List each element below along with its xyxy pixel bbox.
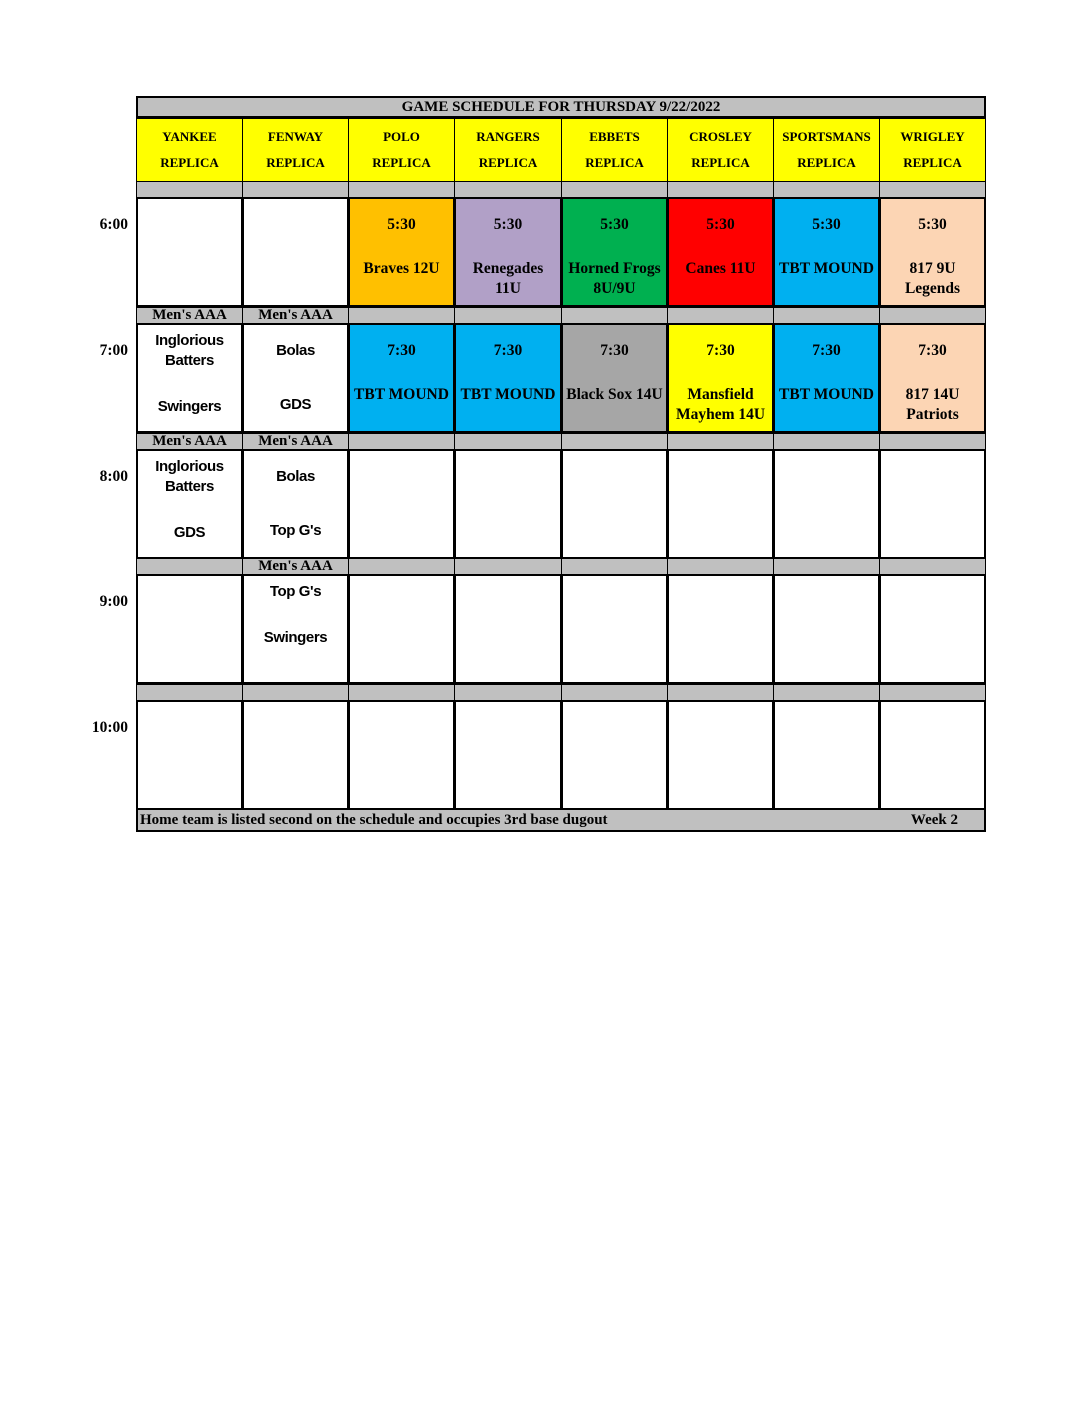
separator-cell xyxy=(879,684,986,701)
team-name: Canes 11U xyxy=(685,260,756,277)
field-header-polo xyxy=(348,118,455,182)
separator-cell xyxy=(773,181,880,198)
field-subtitle: REPLICA xyxy=(903,155,962,170)
game-cell[interactable] xyxy=(454,197,562,307)
field-header-yankee xyxy=(136,118,243,182)
game-cell[interactable] xyxy=(879,700,986,810)
separator-cell xyxy=(348,684,455,701)
field-name: CROSLEY xyxy=(689,129,752,144)
time-slot-label: 10:00 xyxy=(91,719,128,736)
team-name: TBT MOUND xyxy=(779,386,874,403)
separator-cell xyxy=(348,307,455,324)
game-cell[interactable] xyxy=(348,574,455,684)
game-cell[interactable] xyxy=(242,449,349,559)
separator-cell xyxy=(667,433,774,450)
away-team: Bolas xyxy=(276,342,315,359)
schedule-title: GAME SCHEDULE FOR THURSDAY 9/22/2022 xyxy=(136,96,986,118)
game-cell[interactable] xyxy=(242,197,349,307)
home-team: Top G's xyxy=(269,522,322,539)
game-cell[interactable] xyxy=(454,574,562,684)
field-header-sportsmans xyxy=(773,118,880,182)
game-cell[interactable] xyxy=(773,323,880,433)
field-subtitle: REPLICA xyxy=(691,155,750,170)
field-name: POLO xyxy=(383,129,420,144)
game-cell[interactable] xyxy=(667,323,774,433)
separator-cell xyxy=(454,181,562,198)
separator-cell xyxy=(773,558,880,575)
separator-cell: Men's AAA xyxy=(242,558,349,575)
separator-cell xyxy=(561,307,668,324)
field-header-rangers xyxy=(454,118,562,182)
field-subtitle: REPLICA xyxy=(585,155,644,170)
game-cell[interactable] xyxy=(667,449,774,559)
home-team: GDS xyxy=(173,524,206,541)
game-cell[interactable] xyxy=(879,449,986,559)
game-time: 5:30 xyxy=(387,216,416,233)
game-cell[interactable] xyxy=(454,323,562,433)
home-team: Swingers xyxy=(263,629,328,646)
separator-cell xyxy=(667,181,774,198)
game-cell[interactable] xyxy=(136,574,243,684)
game-cell[interactable] xyxy=(773,449,880,559)
separator-cell xyxy=(879,433,986,450)
game-cell[interactable] xyxy=(667,700,774,810)
team-name: Horned Frogs 8U/9U xyxy=(568,260,661,297)
separator-cell xyxy=(454,558,562,575)
game-time: 5:30 xyxy=(918,216,947,233)
game-cell[interactable] xyxy=(561,574,668,684)
schedule-footer xyxy=(136,808,986,832)
away-team: Top G's xyxy=(269,583,322,600)
separator-cell xyxy=(879,181,986,198)
game-cell[interactable] xyxy=(348,197,455,307)
separator-cell xyxy=(879,558,986,575)
separator-cell xyxy=(773,684,880,701)
game-time: 5:30 xyxy=(493,216,523,233)
field-subtitle: REPLICA xyxy=(372,155,431,170)
away-team: Inglorious Batters xyxy=(155,332,224,369)
game-cell[interactable] xyxy=(136,700,243,810)
field-name: RANGERS xyxy=(476,129,540,144)
game-cell[interactable] xyxy=(667,197,774,307)
separator-cell xyxy=(454,433,562,450)
time-slot-label: 9:00 xyxy=(99,593,128,610)
separator-cell xyxy=(242,181,349,198)
separator-cell xyxy=(136,684,243,701)
game-cell[interactable] xyxy=(348,449,455,559)
separator-cell xyxy=(454,684,562,701)
home-team: GDS xyxy=(279,396,312,413)
game-time: 7:30 xyxy=(387,342,416,359)
separator-cell xyxy=(561,558,668,575)
field-subtitle: REPLICA xyxy=(797,155,856,170)
game-cell[interactable] xyxy=(242,574,349,684)
field-name: SPORTSMANS xyxy=(782,129,871,144)
game-cell[interactable] xyxy=(454,700,562,810)
separator-cell xyxy=(454,307,562,324)
game-cell[interactable] xyxy=(242,700,349,810)
separator-cell xyxy=(348,433,455,450)
game-cell[interactable] xyxy=(348,700,455,810)
field-name: EBBETS xyxy=(589,129,640,144)
separator-cell xyxy=(561,684,668,701)
game-time: 7:30 xyxy=(600,342,629,359)
separator-cell xyxy=(773,433,880,450)
team-name: Renegades 11U xyxy=(472,260,544,297)
separator-cell xyxy=(561,181,668,198)
game-cell[interactable] xyxy=(136,197,243,307)
game-cell[interactable] xyxy=(561,449,668,559)
separator-cell: Men's AAA xyxy=(136,307,243,324)
team-name: TBT MOUND xyxy=(779,260,874,277)
game-cell[interactable] xyxy=(242,323,349,433)
team-name: Black Sox 14U xyxy=(566,386,663,403)
game-time: 7:30 xyxy=(493,342,523,359)
game-cell[interactable] xyxy=(879,574,986,684)
game-time: 7:30 xyxy=(706,342,735,359)
separator-cell: Men's AAA xyxy=(242,433,349,450)
home-team: Swingers xyxy=(157,398,222,415)
separator-cell: Men's AAA xyxy=(136,433,243,450)
game-cell[interactable] xyxy=(667,574,774,684)
separator-cell xyxy=(348,181,455,198)
team-name: TBT MOUND xyxy=(354,386,449,403)
separator-cell xyxy=(773,307,880,324)
team-name: Mansfield Mayhem 14U xyxy=(675,386,766,423)
game-cell[interactable] xyxy=(136,449,243,559)
game-cell[interactable] xyxy=(561,323,668,433)
field-header-ebbets xyxy=(561,118,668,182)
separator-cell xyxy=(879,307,986,324)
game-cell[interactable] xyxy=(454,449,562,559)
game-cell[interactable] xyxy=(879,323,986,433)
separator-cell: Men's AAA xyxy=(242,307,349,324)
game-cell[interactable] xyxy=(348,323,455,433)
team-name: Braves 12U xyxy=(363,260,440,277)
separator-cell xyxy=(667,307,774,324)
field-subtitle: REPLICA xyxy=(160,155,219,170)
team-name: TBT MOUND xyxy=(460,386,556,403)
field-header-wrigley xyxy=(879,118,986,182)
game-cell[interactable] xyxy=(136,323,243,433)
time-slot-label: 7:00 xyxy=(99,342,128,359)
away-team: Inglorious Batters xyxy=(155,458,224,495)
field-name: FENWAY xyxy=(267,129,324,144)
game-cell[interactable] xyxy=(879,197,986,307)
game-cell[interactable] xyxy=(773,574,880,684)
field-header-fenway xyxy=(242,118,349,182)
team-name: 817 9U Legends xyxy=(904,260,961,297)
separator-cell xyxy=(667,558,774,575)
time-slot-label: 8:00 xyxy=(99,468,128,485)
separator-cell xyxy=(667,684,774,701)
field-name: WRIGLEY xyxy=(900,129,965,144)
time-slot-label: 6:00 xyxy=(99,216,128,233)
separator-cell xyxy=(348,558,455,575)
field-header-crosley xyxy=(667,118,774,182)
game-time: 5:30 xyxy=(706,216,735,233)
game-cell[interactable] xyxy=(561,700,668,810)
away-team: Bolas xyxy=(276,468,315,485)
game-time: 7:30 xyxy=(812,342,841,359)
separator-cell xyxy=(136,558,243,575)
field-subtitle: REPLICA xyxy=(478,155,538,170)
field-subtitle: REPLICA xyxy=(266,155,325,170)
field-name: YANKEE xyxy=(162,129,217,144)
team-name: 817 14U Patriots xyxy=(905,386,960,423)
footer-note: Home team is listed second on the schedule and occupies 3rd base dugout xyxy=(140,812,608,828)
game-cell[interactable] xyxy=(561,197,668,307)
game-time: 7:30 xyxy=(918,342,947,359)
separator-cell xyxy=(136,181,243,198)
week-label: Week 2 xyxy=(910,812,958,828)
game-cell[interactable] xyxy=(773,197,880,307)
game-time: 5:30 xyxy=(812,216,841,233)
separator-cell xyxy=(242,684,349,701)
game-cell[interactable] xyxy=(773,700,880,810)
game-time: 5:30 xyxy=(600,216,629,233)
separator-cell xyxy=(561,433,668,450)
